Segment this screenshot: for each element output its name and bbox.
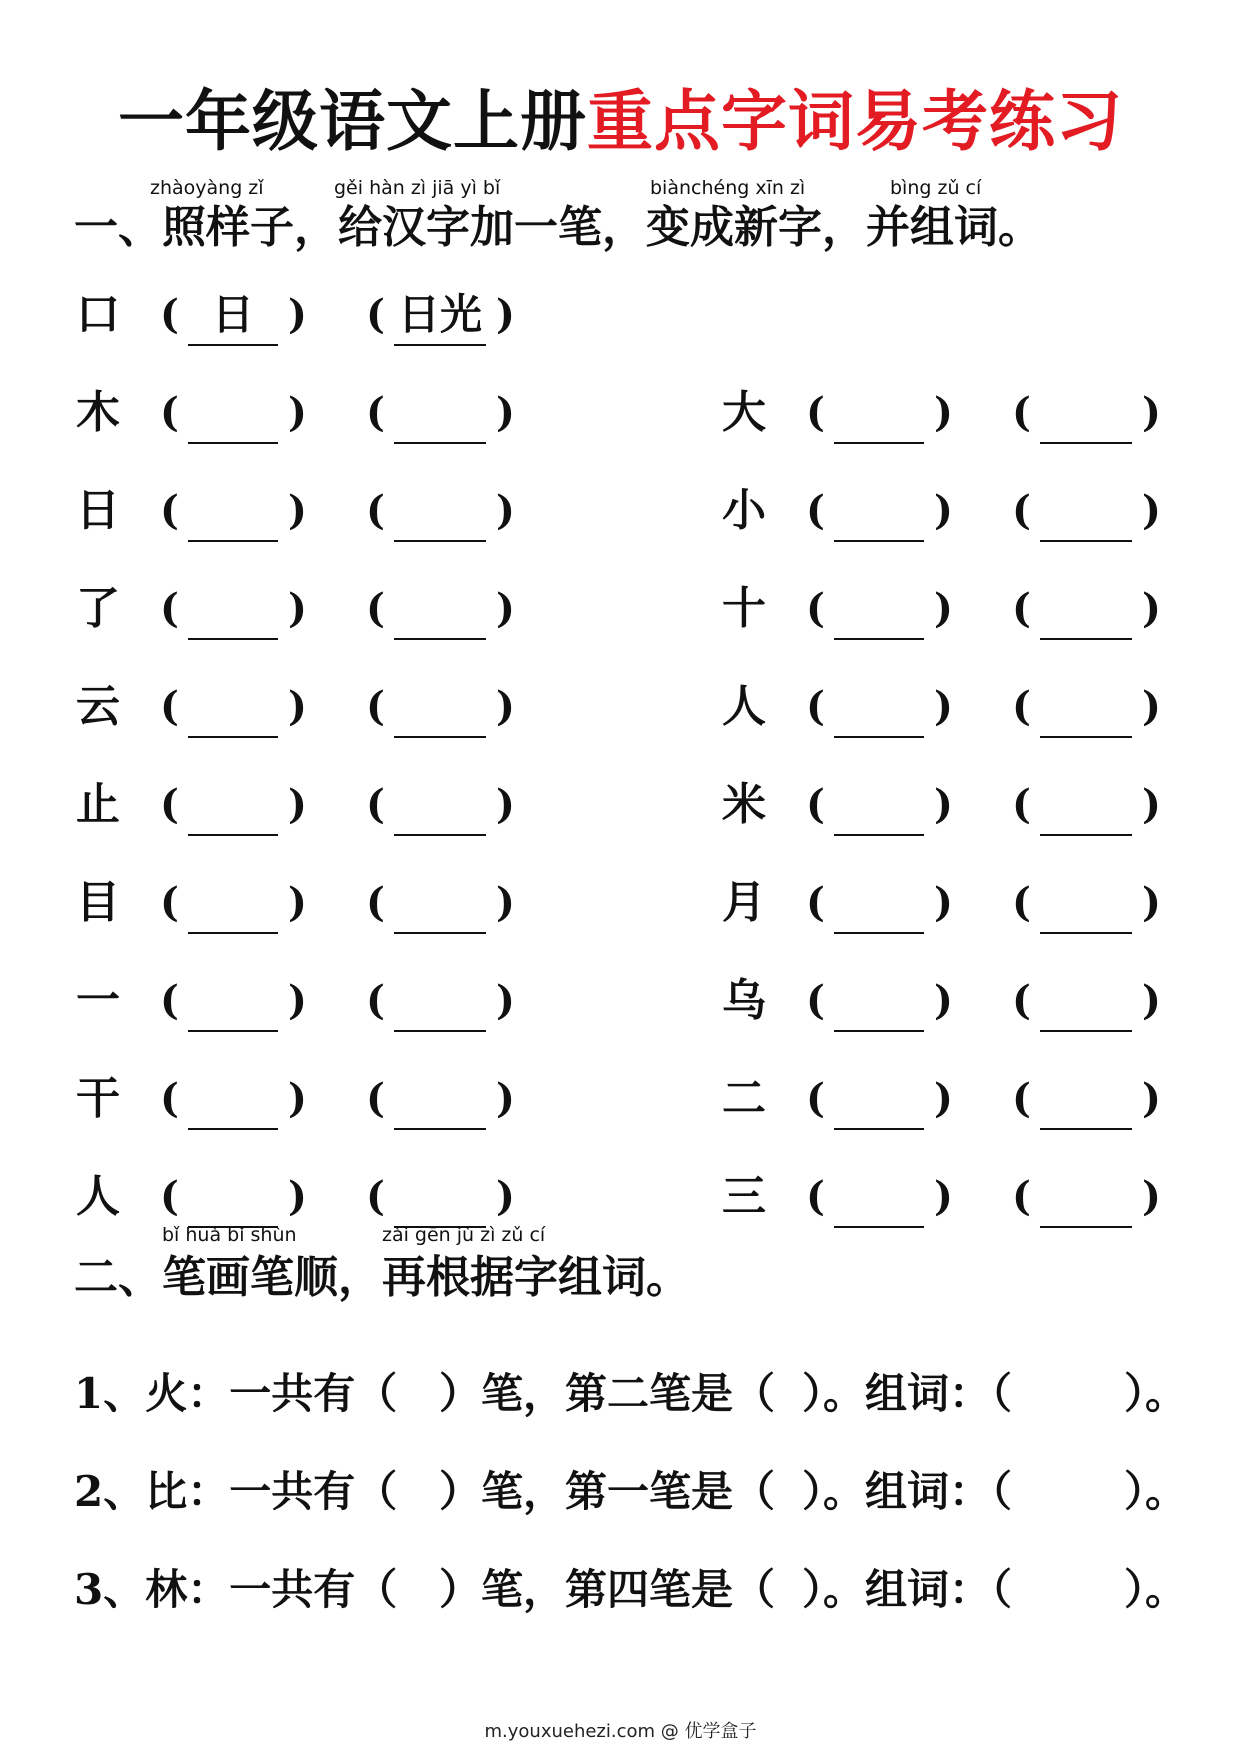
question-3-prefix: 3、林：一共有（ — [74, 1565, 398, 1614]
close-paren: ) — [934, 487, 953, 534]
left-row — [76, 970, 526, 1032]
close-paren: ) — [496, 683, 515, 730]
pinyin-1: zhàoyàng zǐ — [150, 177, 264, 199]
row-char: 乌 — [722, 975, 766, 1026]
left-row — [76, 1068, 526, 1130]
close-paren: ) — [934, 879, 953, 926]
pinyin-2: zài gēn jù zì zǔ cí — [382, 1224, 546, 1246]
open-paren: ( — [806, 781, 825, 828]
open-paren: ( — [366, 683, 385, 730]
open-paren: ( — [366, 879, 385, 926]
new-char-blank[interactable] — [188, 676, 278, 738]
new-char-blank[interactable] — [188, 774, 278, 836]
word-blank[interactable] — [394, 480, 486, 542]
new-char-blank[interactable] — [188, 970, 278, 1032]
row-char: 人 — [722, 681, 766, 732]
open-paren: ( — [160, 389, 179, 436]
open-paren: ( — [1012, 781, 1031, 828]
open-paren: ( — [806, 1075, 825, 1122]
open-paren: ( — [1012, 585, 1031, 632]
open-paren: ( — [1012, 977, 1031, 1024]
close-paren: ) — [1142, 487, 1161, 534]
row-char: 二 — [722, 1073, 766, 1124]
row-char: 止 — [76, 779, 120, 830]
example-char: 口 — [76, 289, 120, 340]
word-blank[interactable] — [394, 970, 486, 1032]
open-paren: ( — [806, 585, 825, 632]
word-blank[interactable] — [1040, 872, 1132, 934]
open-paren: ( — [160, 781, 179, 828]
row-char: 木 — [76, 387, 120, 438]
new-char-blank[interactable] — [834, 480, 924, 542]
row-char: 大 — [722, 387, 766, 438]
open-paren: ( — [1012, 879, 1031, 926]
title-black: 一年级语文上册 — [118, 82, 587, 160]
close-paren: ) — [496, 781, 515, 828]
new-char-blank[interactable] — [834, 676, 924, 738]
new-char-blank[interactable] — [834, 1166, 924, 1228]
question-2-mid: ）笔，第一笔是（ — [439, 1467, 776, 1516]
footer-watermark: m.youxuehezi.com @ 优学盒子 — [484, 1721, 757, 1742]
close-paren: ) — [288, 1173, 307, 1220]
open-paren: ( — [806, 487, 825, 534]
close-paren: ) — [288, 1075, 307, 1122]
close-paren: ) — [1142, 1173, 1161, 1220]
page-title — [0, 78, 1241, 164]
close-paren: ) — [1142, 879, 1161, 926]
left-row — [76, 774, 526, 836]
right-row — [722, 480, 1172, 542]
close-paren: ) — [496, 291, 515, 338]
word-blank[interactable] — [1040, 578, 1132, 640]
close-paren: ) — [496, 1075, 515, 1122]
open-paren: ( — [366, 487, 385, 534]
question-1-tail: ）。组词：（ — [802, 1369, 1013, 1418]
word-blank[interactable] — [1040, 480, 1132, 542]
new-char-blank[interactable] — [188, 872, 278, 934]
word-blank[interactable] — [394, 676, 486, 738]
example-word: 日光 — [394, 284, 486, 346]
open-paren: ( — [160, 977, 179, 1024]
example-new-char: 日 — [188, 284, 278, 346]
new-char-blank[interactable] — [834, 382, 924, 444]
word-blank[interactable] — [1040, 382, 1132, 444]
close-paren: ) — [934, 1173, 953, 1220]
new-char-blank[interactable] — [834, 578, 924, 640]
question-2-prefix: 2、比：一共有（ — [74, 1467, 398, 1516]
row-char: 月 — [722, 877, 766, 928]
row-char: 了 — [76, 583, 120, 634]
left-row — [76, 480, 526, 542]
question-2 — [74, 1462, 1188, 1522]
word-blank[interactable] — [394, 1068, 486, 1130]
open-paren: ( — [366, 291, 385, 338]
word-blank[interactable] — [1040, 1068, 1132, 1130]
row-char: 云 — [76, 681, 120, 732]
close-paren: ) — [496, 389, 515, 436]
row-char: 人 — [76, 1171, 120, 1222]
word-blank[interactable] — [394, 578, 486, 640]
right-row — [722, 382, 1172, 444]
pinyin-4: bìng zǔ cí — [890, 177, 982, 199]
new-char-blank[interactable] — [188, 1068, 278, 1130]
word-blank[interactable] — [394, 872, 486, 934]
open-paren: ( — [1012, 487, 1031, 534]
word-blank[interactable] — [394, 1166, 486, 1228]
new-char-blank[interactable] — [834, 970, 924, 1032]
close-paren: ) — [288, 585, 307, 632]
row-char: 干 — [76, 1073, 120, 1124]
pinyin-2: gěi hàn zì jiā yì bǐ — [334, 177, 501, 199]
close-paren: ) — [288, 977, 307, 1024]
open-paren: ( — [160, 1173, 179, 1220]
close-paren: ) — [496, 977, 515, 1024]
close-paren: ) — [1142, 585, 1161, 632]
word-blank[interactable] — [394, 382, 486, 444]
close-paren: ) — [1142, 781, 1161, 828]
open-paren: ( — [160, 585, 179, 632]
close-paren: ) — [288, 291, 307, 338]
section1-heading: 一、照样子，给汉字加一笔，变成新字，并组词。 — [74, 202, 1042, 253]
row-char: 一 — [76, 975, 120, 1026]
open-paren: ( — [366, 977, 385, 1024]
right-row — [722, 1166, 1172, 1228]
open-paren: ( — [160, 1075, 179, 1122]
word-blank[interactable] — [1040, 1166, 1132, 1228]
open-paren: ( — [366, 781, 385, 828]
open-paren: ( — [806, 1173, 825, 1220]
open-paren: ( — [1012, 1173, 1031, 1220]
question-1-mid: ）笔，第二笔是（ — [439, 1369, 776, 1418]
close-paren: ) — [496, 879, 515, 926]
close-paren: ) — [288, 683, 307, 730]
question-1 — [74, 1364, 1188, 1424]
new-char-blank[interactable] — [834, 1068, 924, 1130]
word-blank[interactable] — [1040, 774, 1132, 836]
open-paren: ( — [160, 487, 179, 534]
close-paren: ) — [496, 1173, 515, 1220]
close-paren: ) — [1142, 683, 1161, 730]
pinyin-3: biànchéng xīn zì — [650, 177, 806, 199]
open-paren: ( — [160, 291, 179, 338]
close-paren: ) — [1142, 1075, 1161, 1122]
open-paren: ( — [366, 1075, 385, 1122]
close-paren: ) — [288, 781, 307, 828]
left-row — [76, 382, 526, 444]
pinyin-1: bǐ huà bǐ shùn — [162, 1224, 297, 1246]
close-paren: ) — [934, 683, 953, 730]
right-row — [722, 970, 1172, 1032]
close-paren: ) — [288, 389, 307, 436]
close-paren: ) — [496, 585, 515, 632]
row-char: 小 — [722, 485, 766, 536]
open-paren: ( — [366, 1173, 385, 1220]
row-char: 目 — [76, 877, 120, 928]
right-row — [722, 1068, 1172, 1130]
open-paren: ( — [366, 585, 385, 632]
new-char-blank[interactable] — [188, 578, 278, 640]
word-blank[interactable] — [394, 774, 486, 836]
close-paren: ) — [934, 389, 953, 436]
close-paren: ) — [934, 1075, 953, 1122]
open-paren: ( — [806, 683, 825, 730]
question-3 — [74, 1560, 1188, 1620]
row-char: 日 — [76, 485, 120, 536]
new-char-blank[interactable] — [834, 872, 924, 934]
right-row — [722, 578, 1172, 640]
new-char-blank[interactable] — [188, 382, 278, 444]
right-row — [722, 774, 1172, 836]
close-paren: ) — [934, 781, 953, 828]
question-3-end: ）。 — [1124, 1565, 1188, 1614]
open-paren: ( — [1012, 683, 1031, 730]
close-paren: ) — [934, 585, 953, 632]
question-2-tail: ）。组词：（ — [802, 1467, 1013, 1516]
example-row — [76, 284, 576, 346]
question-2-end: ）。 — [1124, 1467, 1188, 1516]
right-row — [722, 676, 1172, 738]
close-paren: ) — [1142, 389, 1161, 436]
row-char: 十 — [722, 583, 766, 634]
right-row — [722, 872, 1172, 934]
question-1-end: ）。 — [1124, 1369, 1188, 1418]
section1-pinyin — [0, 176, 1241, 200]
new-char-blank[interactable] — [188, 480, 278, 542]
open-paren: ( — [806, 389, 825, 436]
close-paren: ) — [934, 977, 953, 1024]
left-row — [76, 872, 526, 934]
new-char-blank[interactable] — [188, 1166, 278, 1228]
question-1-prefix: 1、火：一共有（ — [74, 1369, 398, 1418]
close-paren: ) — [496, 487, 515, 534]
open-paren: ( — [806, 879, 825, 926]
row-char: 米 — [722, 779, 766, 830]
open-paren: ( — [160, 879, 179, 926]
open-paren: ( — [1012, 1075, 1031, 1122]
close-paren: ) — [1142, 977, 1161, 1024]
word-blank[interactable] — [1040, 676, 1132, 738]
row-char: 三 — [722, 1171, 766, 1222]
title-red: 重点字词易考练习 — [587, 82, 1123, 160]
close-paren: ) — [288, 487, 307, 534]
section2-pinyin — [0, 1223, 1241, 1247]
left-row — [76, 676, 526, 738]
section2-heading: 二、笔画笔顺，再根据字组词。 — [74, 1252, 690, 1303]
question-3-mid: ）笔，第四笔是（ — [439, 1565, 776, 1614]
open-paren: ( — [366, 389, 385, 436]
question-3-tail: ）。组词：（ — [802, 1565, 1013, 1614]
close-paren: ) — [288, 879, 307, 926]
left-row — [76, 1166, 526, 1228]
open-paren: ( — [806, 977, 825, 1024]
word-blank[interactable] — [1040, 970, 1132, 1032]
open-paren: ( — [1012, 389, 1031, 436]
left-row — [76, 578, 526, 640]
new-char-blank[interactable] — [834, 774, 924, 836]
open-paren: ( — [160, 683, 179, 730]
